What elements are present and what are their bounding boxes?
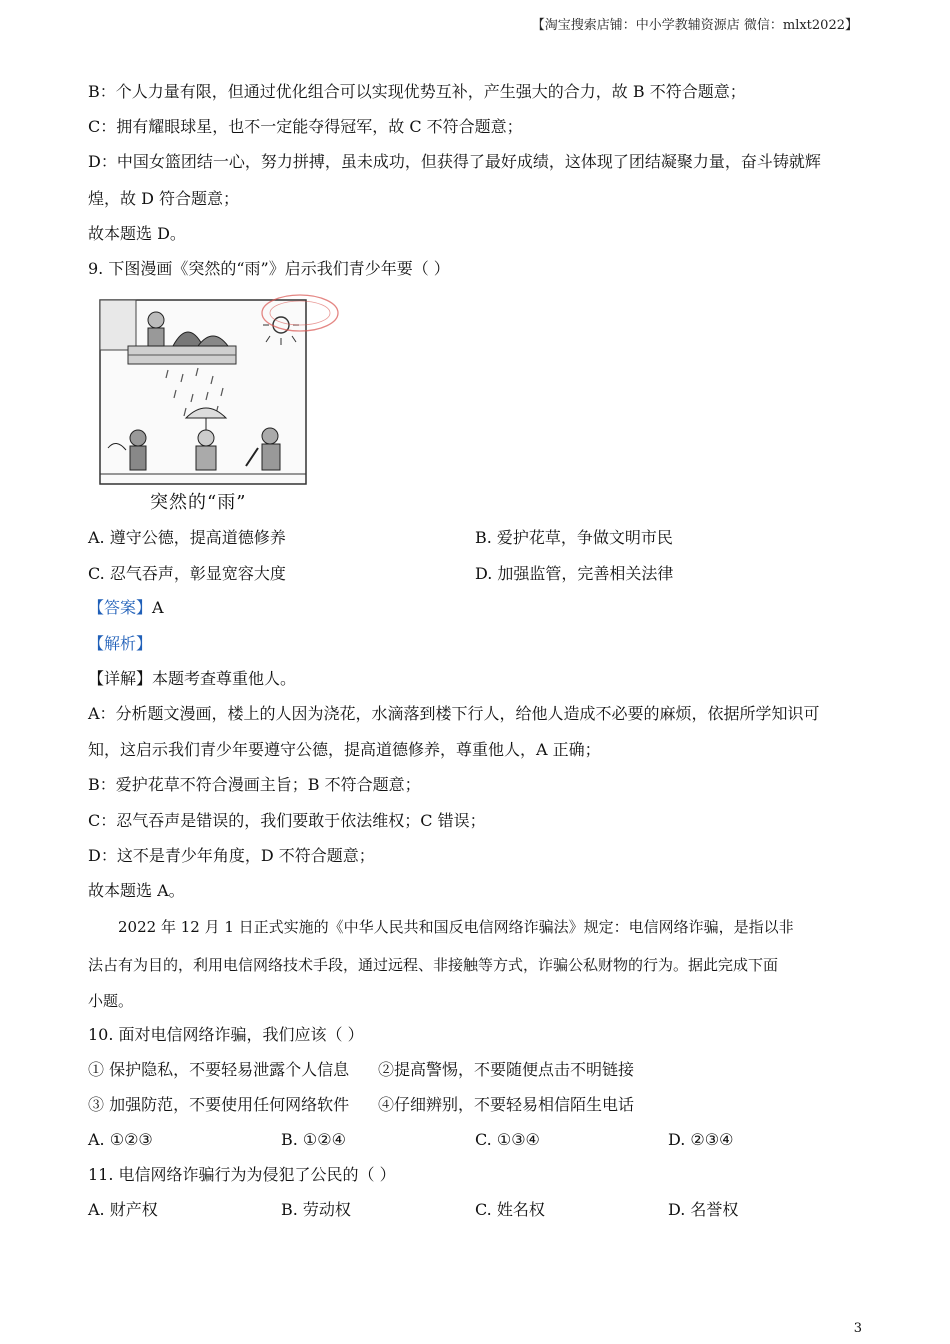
q11-option-d: D. 名誉权	[668, 1200, 739, 1219]
passage-line1: 2022 年 12 月 1 日正式实施的《中华人民共和国反电信网络诈骗法》规定：电信网络诈骗，是指以非	[118, 918, 794, 936]
q11-option-c: C. 姓名权	[475, 1200, 545, 1219]
q11-option-b: B. 劳动权	[281, 1200, 351, 1219]
q9-stem: 9. 下图漫画《突然的“雨”》启示我们青少年要（ ）	[88, 259, 450, 278]
q10-item4: ④仔细辨别，不要轻易相信陌生电话	[378, 1095, 635, 1114]
q9-analysis-d: D：这不是青少年角度，D 不符合题意；	[88, 846, 375, 865]
prev-analysis-d-line2: 煌，故 D 符合题意；	[88, 189, 240, 208]
q10-item1: ① 保护隐私，不要轻易泄露个人信息	[88, 1060, 350, 1079]
q11-option-a: A. 财产权	[88, 1200, 158, 1219]
stamp-mark	[258, 290, 342, 336]
passage-line3: 小题。	[88, 992, 134, 1010]
q10-option-b: B. ①②④	[281, 1130, 346, 1149]
q9-option-d: D. 加强监管，完善相关法律	[475, 564, 674, 583]
prev-conclusion: 故本题选 D。	[88, 224, 186, 243]
q10-option-a: A. ①②③	[88, 1130, 153, 1149]
q11-stem: 11. 电信网络诈骗行为为侵犯了公民的（ ）	[88, 1165, 396, 1184]
q9-detail: 【详解】本题考查尊重他人。	[88, 669, 297, 688]
prev-analysis-c: C：拥有耀眼球星，也不一定能夺得冠军，故 C 不符合题意；	[88, 117, 523, 136]
prev-analysis-b: B：个人力量有限，但通过优化组合可以实现优势互补，产生强大的合力，故 B 不符合题意；	[88, 82, 746, 101]
q9-option-a: A. 遵守公德，提高道德修养	[88, 528, 286, 547]
q9-analysis-a-line1: A：分析题文漫画，楼上的人因为浇花，水滴落到楼下行人，给他人造成不必要的麻烦，依据所学知识可	[88, 704, 820, 723]
q10-stem: 10. 面对电信网络诈骗，我们应该（ ）	[88, 1025, 364, 1044]
q10-item2: ②提高警惕，不要随便点击不明链接	[378, 1060, 635, 1079]
q10-item3: ③ 加强防范，不要使用任何网络软件	[88, 1095, 350, 1114]
q9-analysis-c: C：忍气吞声是错误的，我们要敢于依法维权；C 错误；	[88, 811, 486, 830]
q9-answer	[88, 598, 164, 618]
passage-line2: 法占有为目的，利用电信网络技术手段，通过远程、非接触等方式，诈骗公私财物的行为。据此完成下面	[88, 956, 779, 974]
q10-option-d: D. ②③④	[668, 1130, 734, 1149]
header-watermark-text: 【淘宝搜索店铺：中小学教辅资源店 微信：mlxt2022】	[531, 18, 858, 33]
answer-label: 【答案】	[88, 598, 153, 617]
answer-value: A	[152, 598, 164, 617]
q9-analysis-b: B：爱护花草不符合漫画主旨；B 不符合题意；	[88, 775, 421, 794]
q10-option-c: C. ①③④	[475, 1130, 540, 1149]
q9-analysis-a-line2: 知，这启示我们青少年要遵守公德，提高道德修养，尊重他人，A 正确；	[88, 740, 601, 759]
comic-caption: 突然的“雨”	[150, 492, 247, 513]
analysis-label: 【解析】	[88, 634, 153, 653]
page-number: 3	[853, 1321, 862, 1336]
q9-conclusion: 故本题选 A。	[88, 881, 185, 900]
q9-option-b: B. 爱护花草，争做文明市民	[475, 528, 673, 547]
prev-analysis-d-line1: D：中国女篮团结一心，努力拼搏，虽未成功，但获得了最好成绩，这体现了团结凝聚力量，奋斗铸就辉	[88, 152, 821, 171]
q9-option-c: C. 忍气吞声，彰显宽容大度	[88, 564, 286, 583]
